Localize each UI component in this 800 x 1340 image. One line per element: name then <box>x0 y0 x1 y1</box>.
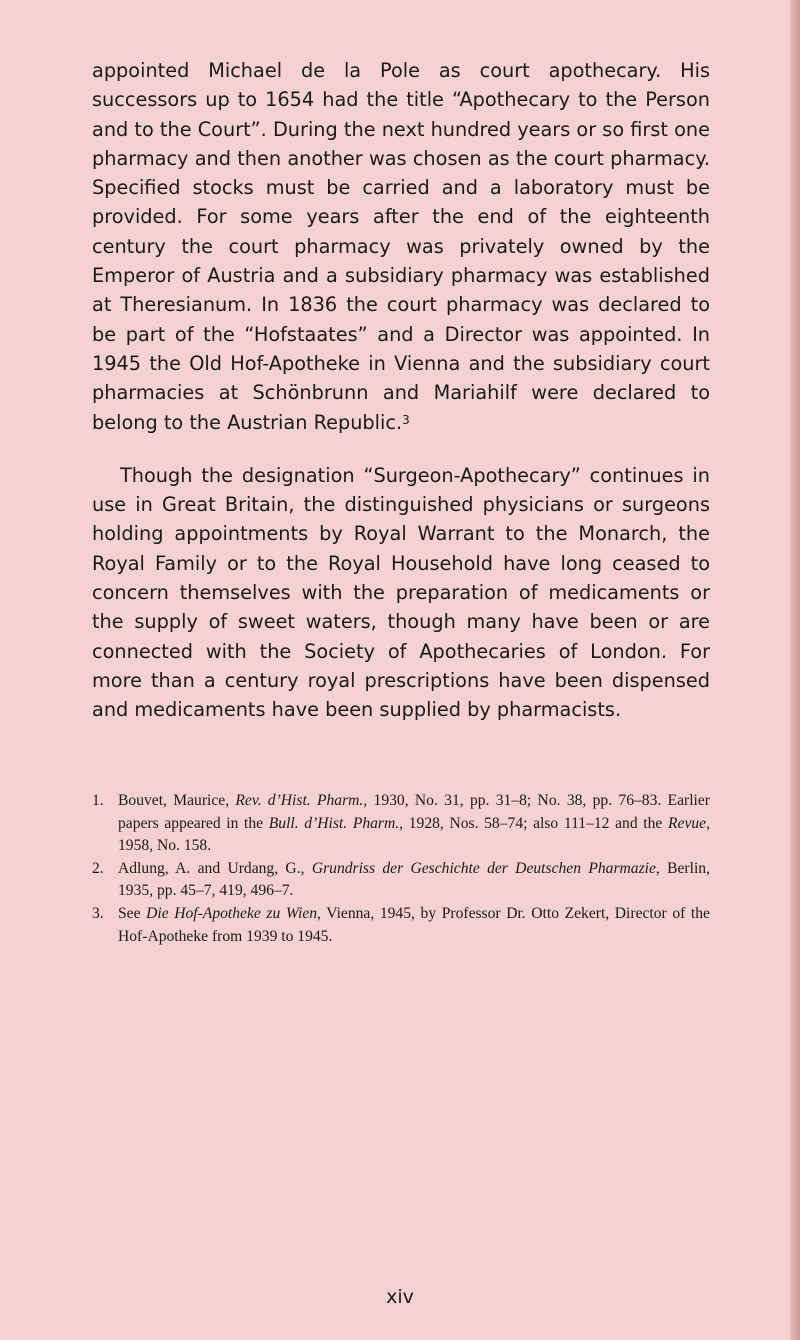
footnote-text: , 1930, No. 31, pp. 31–8; No. 38, pp. 76–83. Earlier papers appeared in the <box>118 792 710 832</box>
footnote-2 <box>92 858 710 903</box>
footnote-title: Grundriss der Geschichte der Deutschen Pharmazie <box>311 859 656 877</box>
footnotes <box>92 790 710 948</box>
footnote-text: Adlung, A. and Urdang, G., <box>118 859 312 877</box>
paragraph-2: Though the designation “Surgeon-Apothecary” continues in use in Great Britain, the distinguished physicians or surgeons holding appointments by Royal Warrant to the Monarch, the Royal Family or to the Royal Household have long ceased to concern themselves with the preparation of medicaments or the supply of sweet waters, though many have been or are connected with the Society of Apothecaries of London. For more than a century royal prescriptions have been dispensed and medicaments have been supplied by pharmacists. <box>92 463 710 722</box>
footnote-text: , Berlin, 1935, pp. 45–7, 419, 496–7. <box>118 859 710 900</box>
main-text <box>92 56 710 725</box>
paragraph-1-text: appointed Michael de la Pole as court apothecary. His successors up to 1654 had the title “Apothecary to the Person and to the Court”. During the next hundred years or so first one pharmacy and then another was chosen as the court pharmacy. Specified stocks must be carried and a laboratory must be provided. For some years after the end of the eighteenth century the court pharmacy was privately owned by the Emperor of Austria and a subsidiary pharmacy was established at Theresianum. In 1836 the court pharmacy was declared to be part of the “Hofstaates” and a Director was appointed. In 1945 the Old Hof-Apotheke in Vienna and the subsidiary court pharmacies at Schönbrunn and Mariahilf were declared to belong to the Austrian Republic. <box>92 59 710 434</box>
footnote-title: Rev. d’Hist. Pharm. <box>235 792 364 809</box>
footnote-text: , 1958, No. 158. <box>118 814 710 855</box>
page-edge <box>790 0 800 1340</box>
footnote-title: Bull. d’Hist. Pharm. <box>268 814 400 832</box>
footnote-title: Revue <box>668 814 707 832</box>
footnote-text: , Vienna, 1945, by Professor Dr. Otto Zekert, Director of the Hof-Apotheke from 1939 to 1945. <box>118 904 710 945</box>
footnote-number: 3. <box>92 904 104 922</box>
footnote-title: Die Hof-Apotheke zu Wien <box>146 904 318 922</box>
footnote-3 <box>92 903 710 948</box>
paragraph-1 <box>92 56 710 437</box>
footnote-1 <box>92 790 710 858</box>
footnote-text: , 1928, Nos. 58–74; also 111–12 and the <box>399 814 668 832</box>
page-number: xiv <box>386 1286 414 1308</box>
footnote-number: 1. <box>92 792 104 809</box>
footnote-text: Bouvet, Maurice, <box>118 792 236 809</box>
footnote-number: 2. <box>92 859 104 877</box>
footnote-reference: 3 <box>402 412 410 427</box>
footnote-text: See <box>118 904 147 922</box>
